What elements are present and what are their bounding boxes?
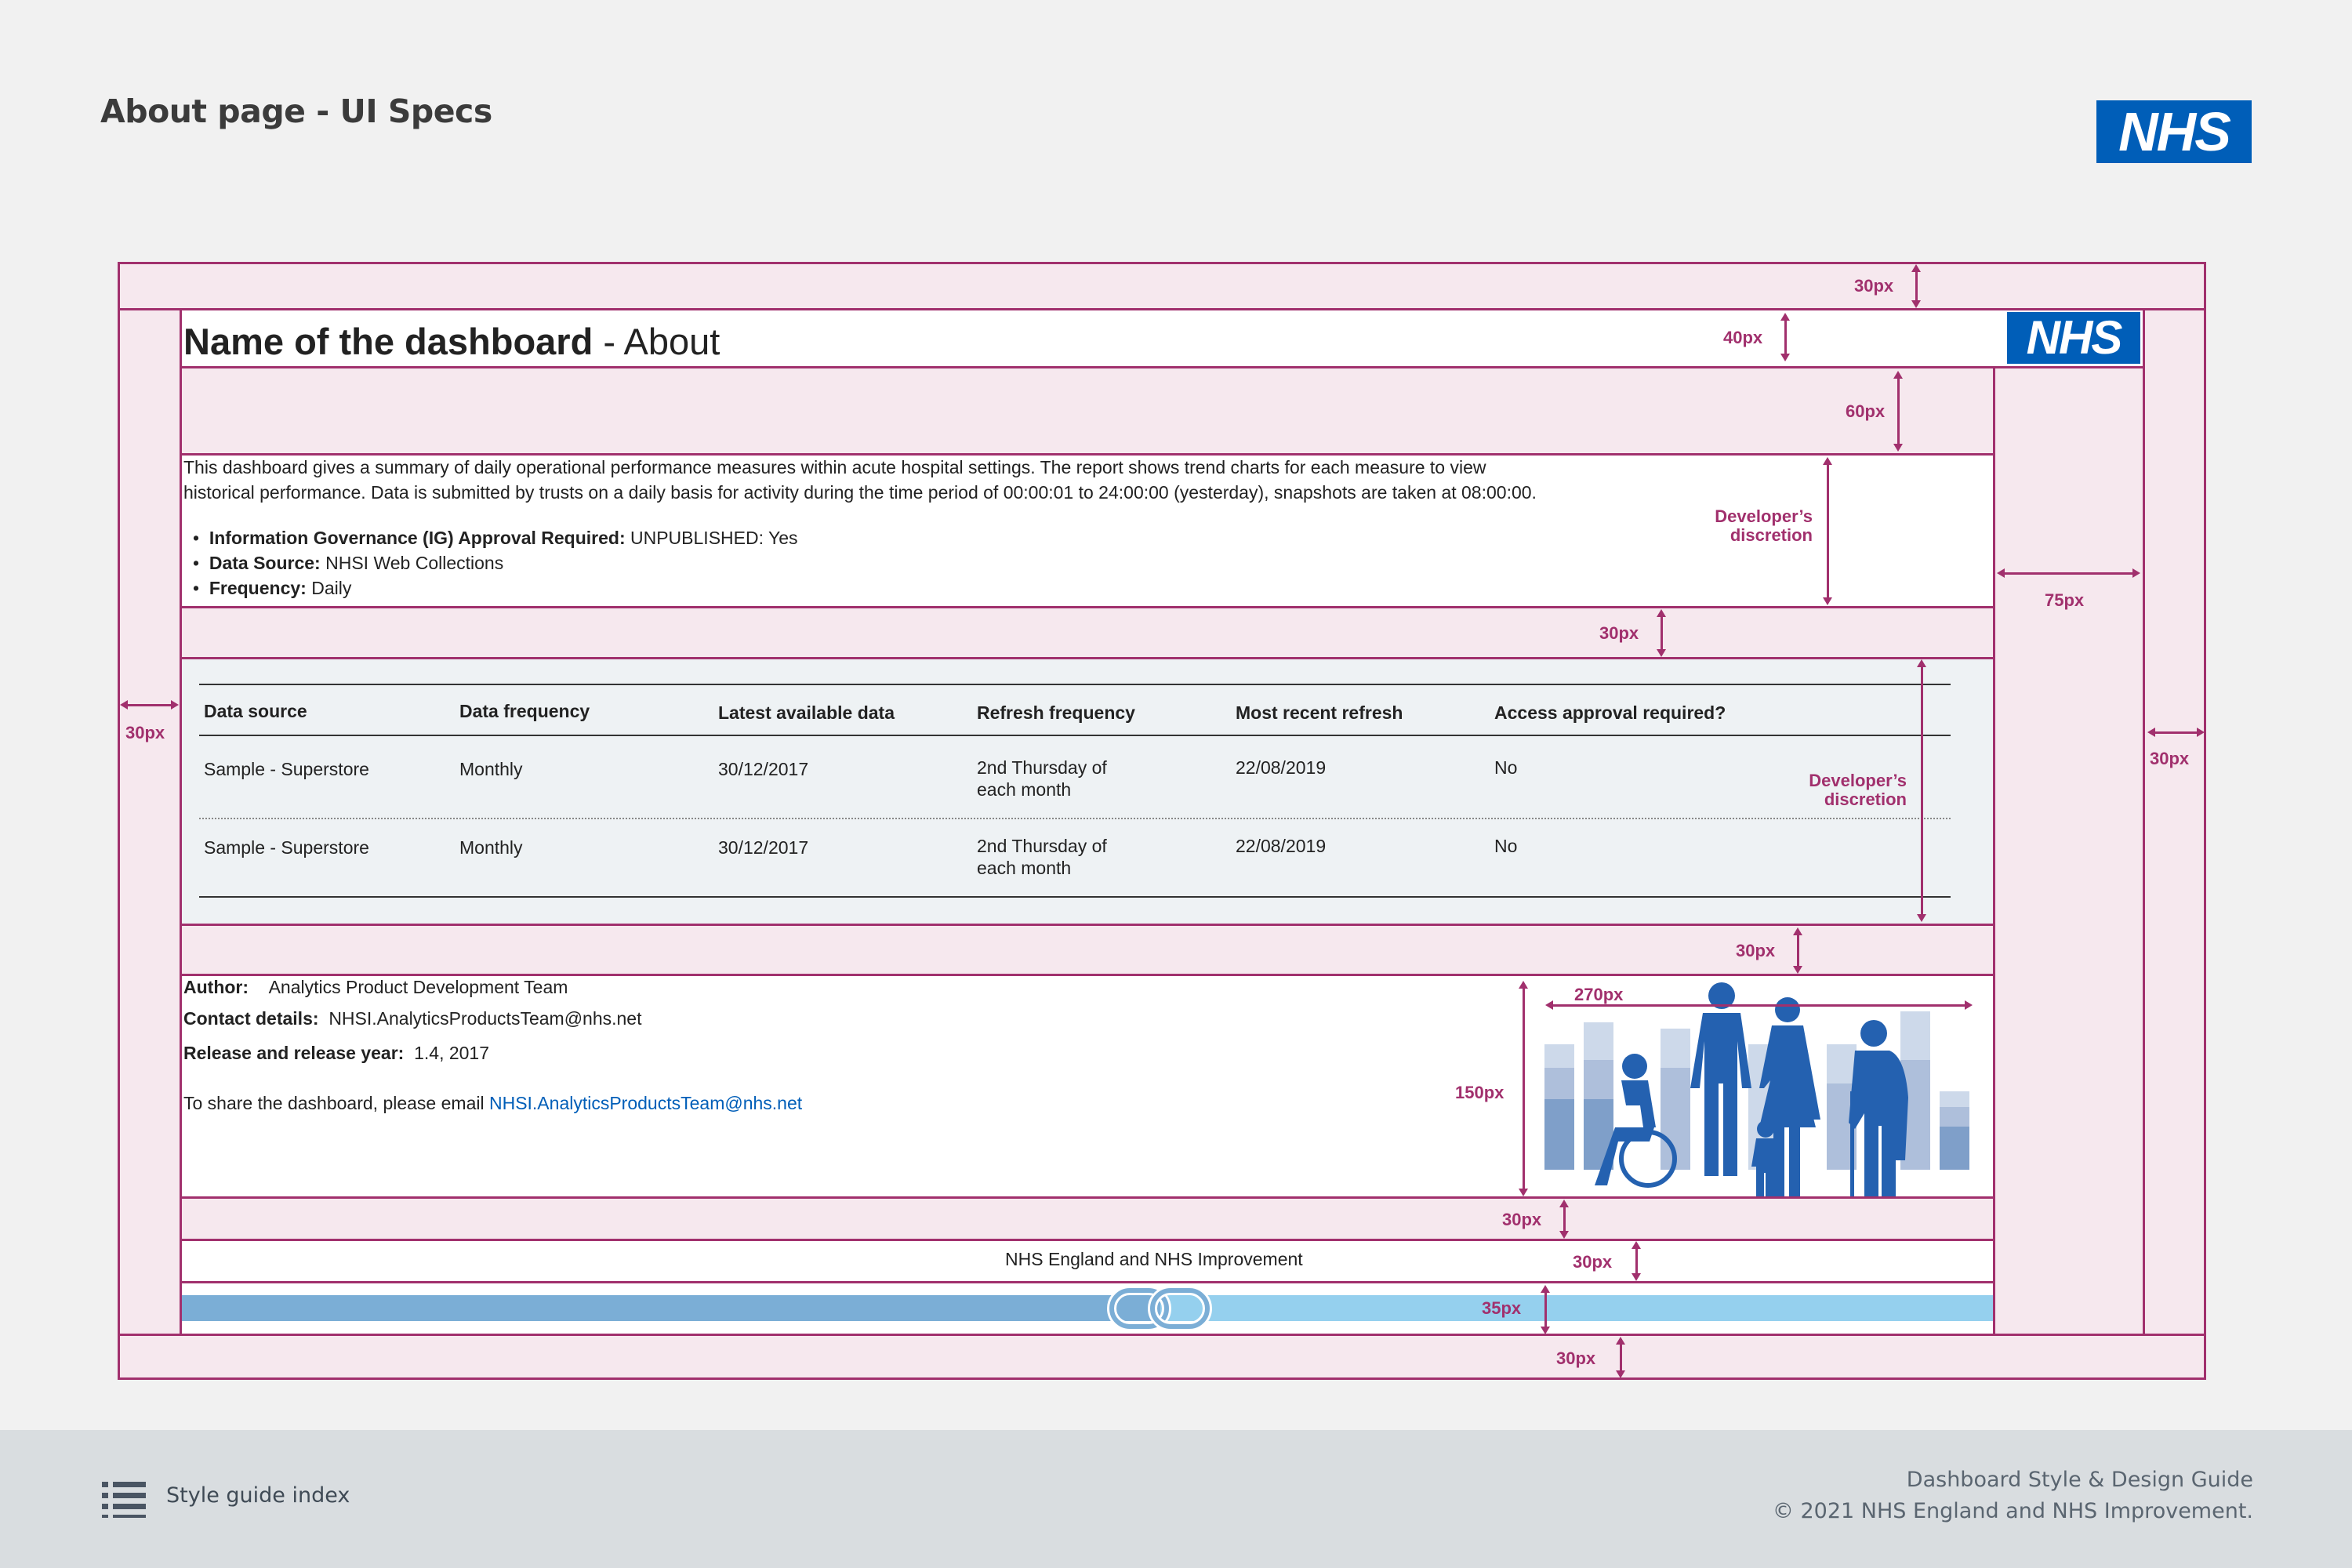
author-line — [183, 975, 568, 1000]
description-line-2: historical performance. Data is submitted by trusts on a daily basis for activity during the time period of 00:00:01 to 24:00:00 (yesterday), snapshots are taken at 08:00:00. — [183, 482, 1537, 503]
dim-dev1-arrow-up — [1823, 457, 1832, 465]
dim-rightmargin-arrow-right — [2197, 728, 2205, 737]
dim-gap30b-arrow-down — [1793, 966, 1802, 974]
nhs-logo: NHS — [2096, 100, 2252, 163]
table-row-2-recent: 22/08/2019 — [1236, 836, 1327, 856]
dim-dev2-label — [1780, 771, 1907, 809]
th-data-source: Data source — [204, 701, 307, 721]
dim-gap30b-arrow-up — [1793, 927, 1802, 935]
dim-dev1-label — [1686, 507, 1813, 545]
dim-bottom-arrow-down — [1616, 1370, 1625, 1378]
share-line — [183, 1091, 802, 1116]
table-row-1-approval: No — [1494, 757, 1518, 778]
dim-top-margin-label: 30px — [1854, 276, 1894, 296]
dashboard-title-bold: Name of the dashboard — [183, 321, 593, 362]
dim-dev2-label-line1: Developer’s — [1809, 771, 1907, 790]
th-most-recent-refresh: Most recent refresh — [1236, 702, 1403, 723]
bullet-ig-label: Information Governance (IG) Approval Required: — [209, 528, 626, 548]
author-value: Analytics Product Development Team — [268, 977, 568, 997]
bullet-ig-value: UNPUBLISHED: Yes — [625, 528, 798, 548]
table-row-1-source: Sample - Superstore — [204, 759, 369, 779]
dim-bar35-line — [1544, 1287, 1547, 1331]
dim-rightmargin-line — [2150, 731, 2201, 734]
dashboard-title — [183, 320, 720, 363]
bullet-source-label: Data Source: — [209, 553, 321, 573]
dashboard-nhs-logo: NHS — [2007, 312, 2140, 364]
dim-bar35-label: 35px — [1482, 1298, 1522, 1318]
table-header-rule — [199, 735, 1951, 736]
list-icon — [102, 1480, 147, 1518]
gap-60-band — [180, 366, 1995, 456]
release-line — [183, 1040, 489, 1065]
dim-header-arrow-up — [1780, 313, 1790, 321]
table-row-1-latest: 30/12/2017 — [718, 759, 809, 779]
dim-dev1-label-line2: discretion — [1730, 525, 1813, 545]
dim-gap30a-arrow-down — [1657, 649, 1666, 657]
dashboard-title-rest: - About — [593, 321, 720, 362]
dim-imgheight-arrow-up — [1519, 981, 1528, 989]
dim-rightmargin-arrow-left — [2147, 728, 2155, 737]
gap-30-band-c — [180, 1196, 1995, 1241]
dim-imgwidth-label: 270px — [1574, 985, 1624, 1004]
info-bullet-list — [193, 525, 797, 601]
bullet-frequency-value: Daily — [306, 578, 352, 598]
release-value: 1.4, 2017 — [414, 1043, 490, 1063]
dim-bar35-arrow-down — [1541, 1327, 1550, 1334]
dim-gap60-label: 60px — [1846, 401, 1886, 421]
contact-line — [183, 1006, 642, 1031]
dim-leftmargin-arrow-left — [120, 700, 128, 710]
bottom-bar-light — [1160, 1295, 1993, 1321]
bullet-ig: • Information Governance (IG) Approval Required: UNPUBLISHED: Yes — [193, 528, 798, 548]
gap-30-band-b — [180, 924, 1995, 976]
dim-gap30c-label: 30px — [1502, 1210, 1542, 1229]
dim-gap30c-arrow-up — [1559, 1200, 1569, 1207]
people-illustration — [1537, 982, 1976, 1198]
dim-header-arrow-down — [1780, 354, 1790, 361]
dim-dev2-label-line2: discretion — [1824, 789, 1907, 809]
table-row-2-frequency: Monthly — [459, 837, 523, 858]
guide-title: Dashboard Style & Design Guide — [1906, 1468, 2253, 1492]
th-refresh-frequency: Refresh frequency — [977, 702, 1135, 723]
description-line-1: This dashboard gives a summary of daily operational performance measures within acute hospital settings. The report shows trend charts for each measure to view — [183, 457, 1486, 477]
table-row-1-refresh-line2: each month — [977, 779, 1072, 800]
bullet-frequency-label: Frequency: — [209, 578, 307, 598]
dim-rightmargin-label: 30px — [2150, 749, 2190, 768]
dim-dev2-line — [1921, 662, 1923, 919]
footer-org-text: NHS England and NHS Improvement — [1005, 1249, 1303, 1269]
bottom-bar-dark — [182, 1295, 1160, 1321]
table-bottom-rule — [199, 896, 1951, 898]
bullet-frequency: • Frequency: Daily — [193, 578, 352, 598]
dim-gap60-arrow-down — [1893, 444, 1903, 452]
dim-gap30c-arrow-down — [1559, 1231, 1569, 1239]
dim-dev1-line — [1827, 459, 1829, 602]
table-top-rule — [199, 684, 1951, 685]
dim-rightcol-arrow-left — [1997, 568, 2005, 578]
dim-bottom-label: 30px — [1556, 1348, 1596, 1368]
dim-gap30b-label: 30px — [1736, 941, 1776, 960]
contact-value: NHSI.AnalyticsProductsTeam@nhs.net — [328, 1008, 642, 1029]
dim-header-label: 40px — [1723, 328, 1763, 347]
style-guide-index-label: Style guide index — [166, 1483, 350, 1508]
table-row-2-latest: 30/12/2017 — [718, 837, 809, 858]
dim-gap30d-arrow-up — [1632, 1241, 1641, 1249]
dim-dev2-arrow-up — [1917, 659, 1926, 667]
dim-bar35-arrow-up — [1541, 1285, 1550, 1293]
share-email-link[interactable]: NHSI.AnalyticsProductsTeam@nhs.net — [488, 1093, 803, 1113]
dim-imgwidth-arrow-right — [1965, 1000, 1973, 1010]
page-title: About page - UI Specs — [100, 93, 492, 130]
bullet-source-value: NHSI Web Collections — [320, 553, 504, 573]
table-row-1-recent: 22/08/2019 — [1236, 757, 1327, 778]
dim-leftmargin-label: 30px — [125, 723, 165, 742]
table-row-2-refresh-line1: 2nd Thursday of — [977, 836, 1107, 856]
table-row-2-refresh-line2: each month — [977, 858, 1072, 878]
dim-top-margin-arrow-up — [1911, 264, 1921, 272]
gap-30-band-a — [180, 606, 1995, 659]
style-guide-index-button[interactable] — [100, 1479, 359, 1516]
dim-gap30d-arrow-down — [1632, 1273, 1641, 1281]
dim-gap30a-line — [1661, 612, 1663, 654]
th-access-approval: Access approval required? — [1494, 702, 1726, 723]
dim-gap30a-label: 30px — [1599, 623, 1639, 643]
link-icon — [1105, 1281, 1215, 1336]
table-row-2-source: Sample - Superstore — [204, 837, 369, 858]
release-label: Release and release year: — [183, 1043, 405, 1063]
share-text: To share the dashboard, please email — [183, 1093, 489, 1113]
copyright: © 2021 NHS England and NHS Improvement. — [1772, 1499, 2253, 1523]
dim-rightcol-line — [1999, 572, 2137, 575]
description-text — [183, 455, 1830, 505]
dim-imgheight-label: 150px — [1455, 1083, 1504, 1102]
right-margin-guide — [2143, 308, 2145, 1336]
dim-dev1-label-line1: Developer’s — [1715, 506, 1813, 526]
dim-imgheight-arrow-down — [1519, 1189, 1528, 1196]
dim-imgwidth-arrow-left — [1545, 1000, 1553, 1010]
dim-leftmargin-line — [122, 704, 176, 706]
dim-imgheight-line — [1523, 983, 1525, 1193]
dim-rightcol-arrow-right — [2132, 568, 2140, 578]
dim-gap60-arrow-up — [1893, 371, 1903, 379]
table-block — [180, 657, 1995, 926]
dim-bottom-arrow-up — [1616, 1337, 1625, 1345]
th-latest-data: Latest available data — [718, 702, 895, 723]
dim-dev2-arrow-down — [1917, 914, 1926, 922]
th-data-frequency: Data frequency — [459, 701, 590, 721]
dim-gap30d-label: 30px — [1573, 1252, 1613, 1272]
bullet-source: • Data Source: NHSI Web Collections — [193, 553, 504, 573]
dim-gap30a-arrow-up — [1657, 609, 1666, 617]
dim-dev1-arrow-down — [1823, 597, 1832, 605]
contact-label: Contact details: — [183, 1008, 319, 1029]
dim-leftmargin-arrow-right — [171, 700, 179, 710]
table-row-1-refresh-line1: 2nd Thursday of — [977, 757, 1107, 778]
author-label: Author: — [183, 977, 249, 997]
dim-header-line — [1784, 315, 1787, 359]
table-row-2-approval: No — [1494, 836, 1518, 856]
dim-gap30b-line — [1797, 930, 1799, 971]
table-row-1-frequency: Monthly — [459, 759, 523, 779]
table-row-divider — [199, 818, 1951, 819]
dim-top-margin-arrow-down — [1911, 300, 1921, 308]
dim-gap60-line — [1897, 373, 1900, 448]
dim-rightcol-label: 75px — [2045, 590, 2085, 610]
